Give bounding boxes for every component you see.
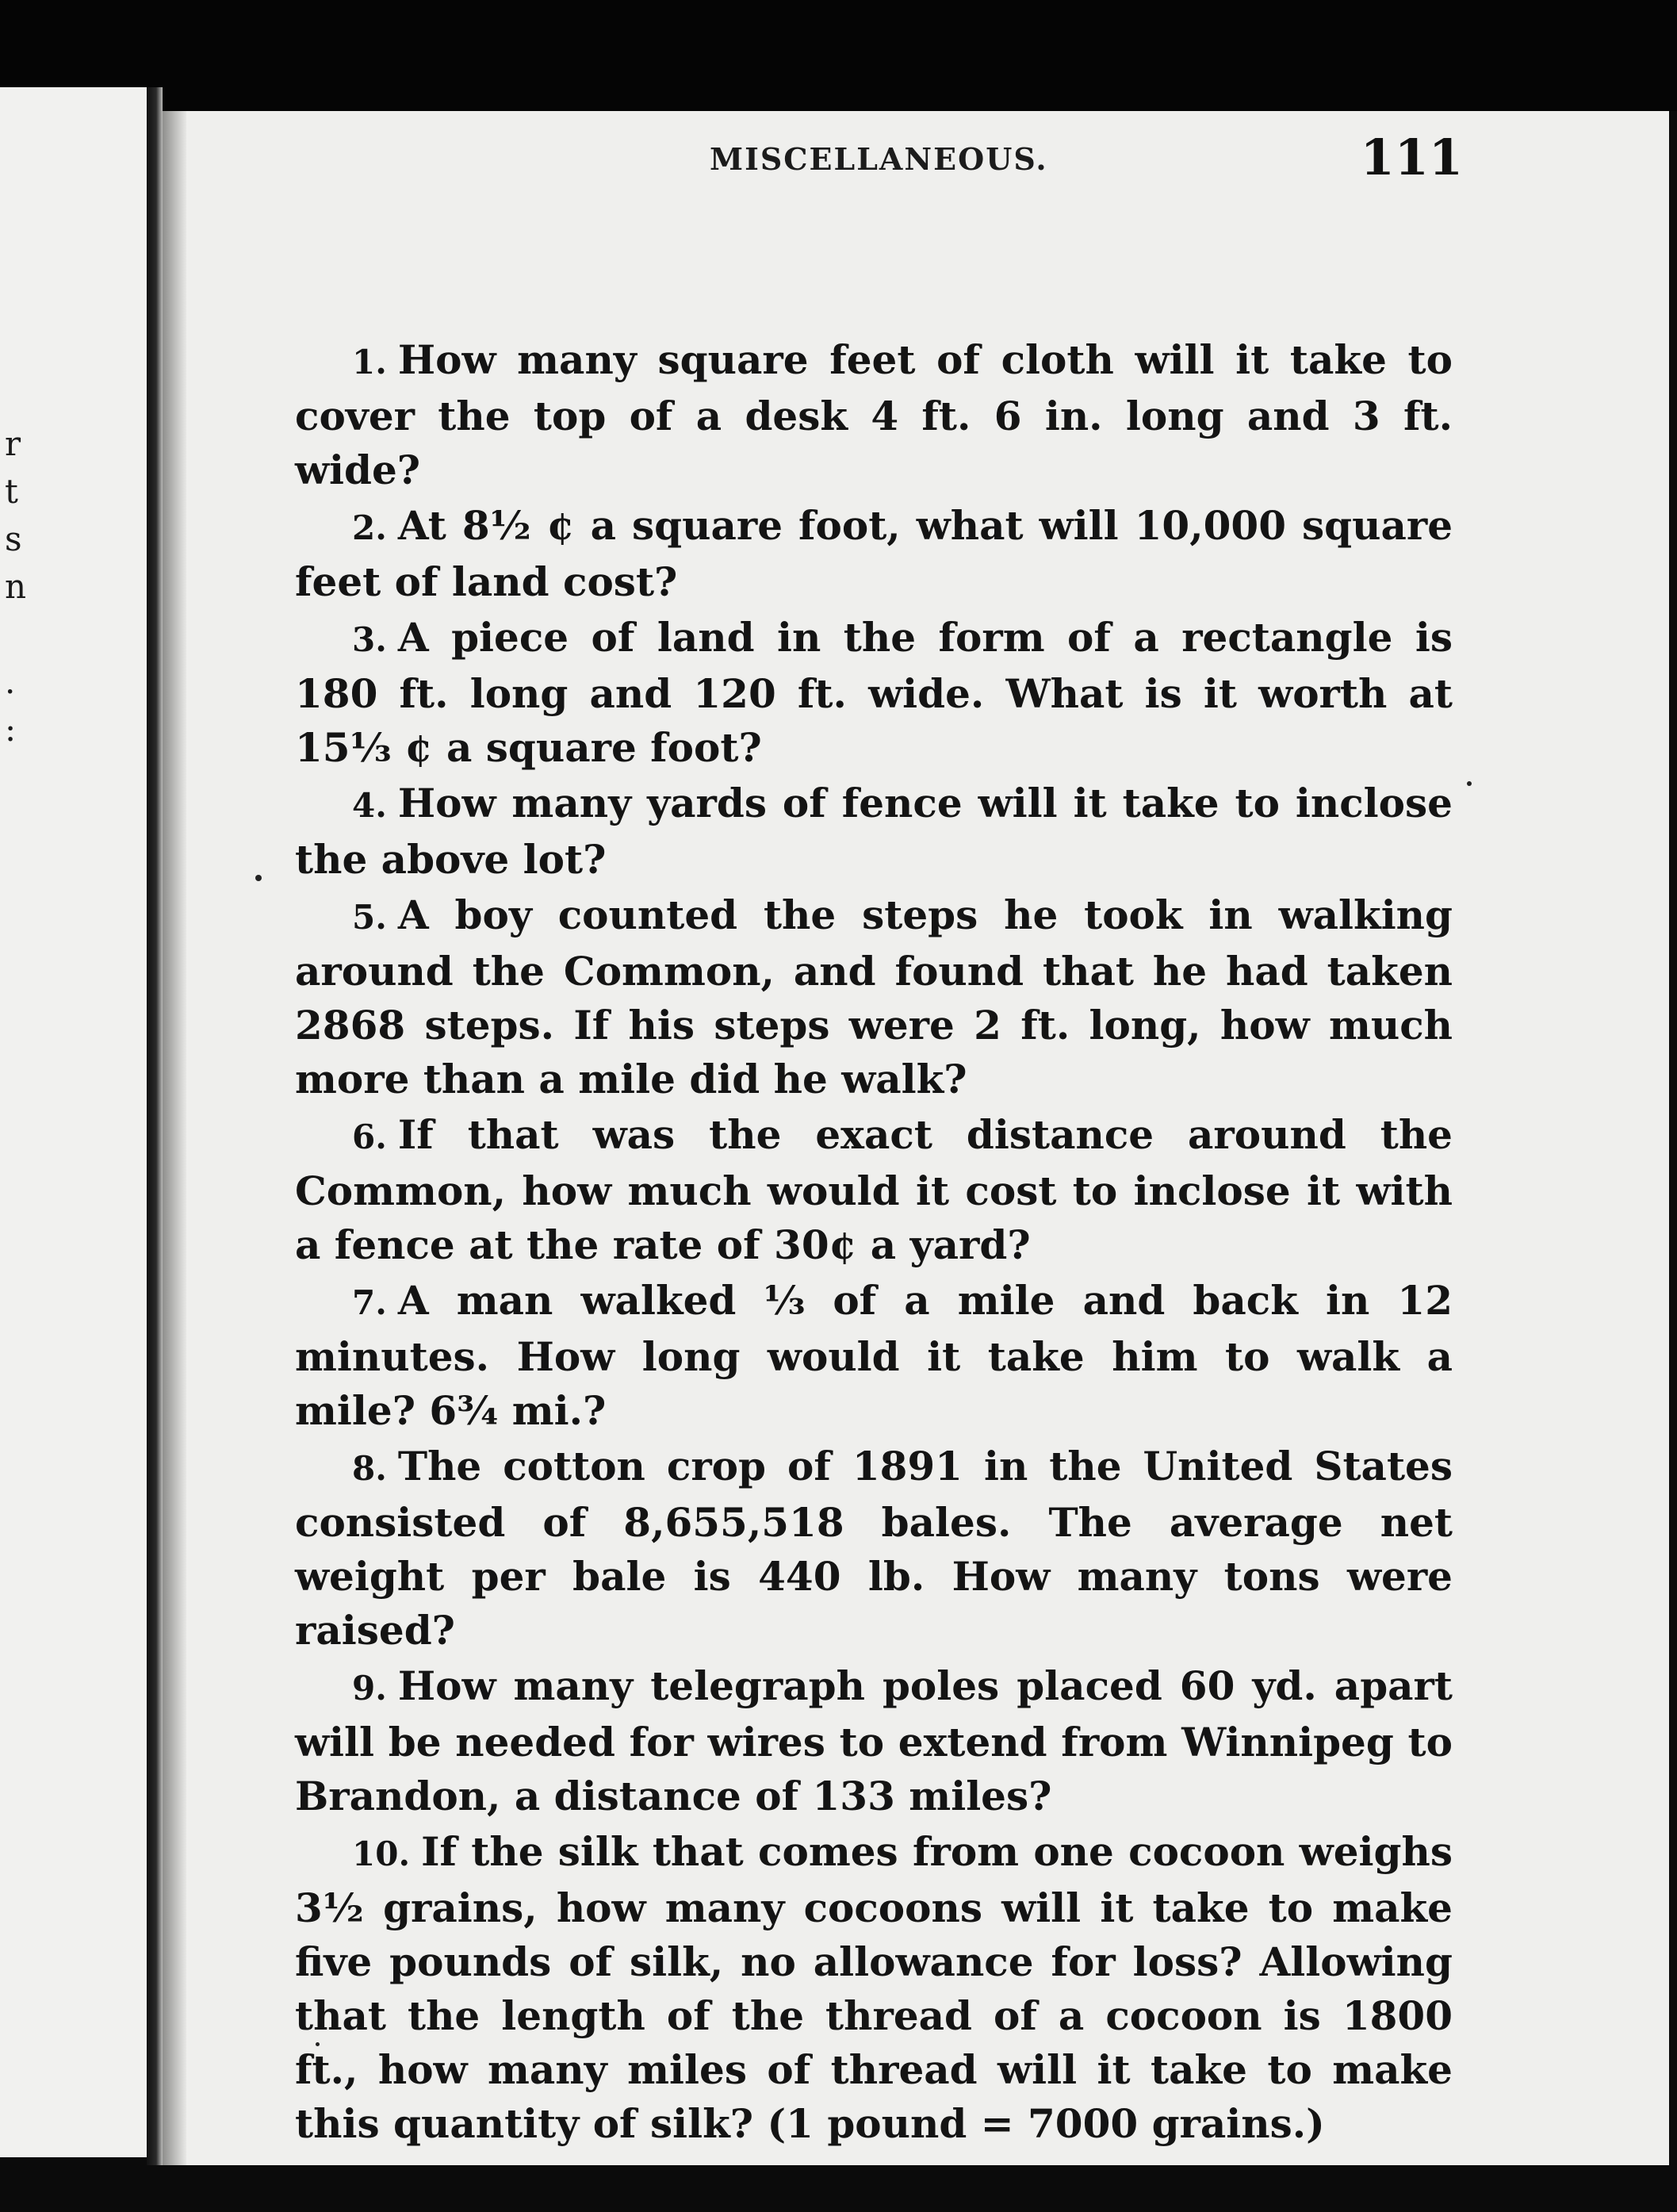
- problem-number: 6.: [352, 1118, 387, 1156]
- problem-item: [295, 1440, 1453, 1658]
- book-gutter: [147, 87, 163, 2165]
- ink-speck: [255, 875, 262, 881]
- problem-item: [295, 888, 1453, 1106]
- problem-item: [295, 1274, 1453, 1438]
- problem-number: 9.: [352, 1669, 387, 1708]
- scan-border: [0, 0, 1677, 111]
- problem-number: 2.: [352, 508, 387, 547]
- problem-number: 4.: [352, 786, 387, 825]
- problem-text: If that was the exact distance around the Common, how much would it cost to inclose it with a fence at the rate of 30¢ a yard?: [295, 1111, 1453, 1268]
- page-shadow: [163, 111, 186, 2165]
- problem-text: If the silk that comes from one cocoon weighs 3½ grains, how many cocoons will it take to make five pounds of silk, no allowance for loss? Allowing that the length of the thread of a cocoon is 1800 ft., how many miles of thread will it take to make this quantity of silk? (1 pound = 7000 grains.): [295, 1828, 1453, 2147]
- problem-item: [295, 1825, 1453, 2151]
- problem-number: 3.: [352, 620, 387, 659]
- problem-text: A piece of land in the form of a rectangle is 180 ft. long and 120 ft. wide. What is it worth at 15⅓ ¢ a square foot?: [295, 614, 1453, 771]
- problem-text: How many yards of fence will it take to inclose the above lot?: [295, 780, 1453, 883]
- running-head: [575, 128, 1463, 189]
- problem-list: [295, 333, 1453, 2153]
- problem-number: 1.: [352, 343, 387, 381]
- page-number: 111: [1360, 128, 1463, 186]
- ink-speck: [1467, 781, 1472, 786]
- problem-number: 5.: [352, 898, 387, 937]
- problem-item: [295, 499, 1453, 609]
- problem-text: At 8½ ¢ a square foot, what will 10,000 square feet of land cost?: [295, 502, 1453, 605]
- left-fragment: :: [5, 710, 17, 749]
- left-fragment: n: [5, 567, 27, 606]
- problem-item: [295, 1108, 1453, 1272]
- problem-item: [295, 776, 1453, 887]
- left-fragment: .: [5, 662, 16, 701]
- left-fragment: s: [5, 519, 22, 558]
- left-fragment: t: [5, 472, 18, 511]
- problem-text: The cotton crop of 1891 in the United States consisted of 8,655,518 bales. The average net weight per bale is 440 lb. How many tons were raised?: [295, 1443, 1453, 1654]
- problem-text: A boy counted the steps he took in walking around the Common, and found that he had taken 2868 steps. If his steps were 2 ft. long, how much more than a mile did he walk?: [295, 891, 1453, 1102]
- left-page-edge: [0, 87, 147, 2157]
- problem-number: 10.: [352, 1834, 411, 1873]
- left-fragment: r: [5, 424, 21, 463]
- problem-number: 7.: [352, 1283, 387, 1322]
- ink-speck: [316, 2042, 320, 2046]
- problem-text: How many telegraph poles placed 60 yd. apart will be needed for wires to extend from Winnipeg to Brandon, a distance of 133 miles?: [295, 1662, 1453, 1819]
- problem-text: A man walked ⅓ of a mile and back in 12 minutes. How long would it take him to walk a mile? 6¾ mi.?: [295, 1277, 1453, 1434]
- problem-number: 8.: [352, 1449, 387, 1488]
- section-title: MISCELLANEOUS.: [710, 141, 1048, 177]
- problem-item: [295, 333, 1453, 497]
- problem-item: [295, 1659, 1453, 1823]
- problem-item: [295, 611, 1453, 775]
- problem-text: How many square feet of cloth will it take to cover the top of a desk 4 ft. 6 in. long and 3 ft. wide?: [295, 336, 1453, 493]
- left-page-fragments: [5, 420, 36, 753]
